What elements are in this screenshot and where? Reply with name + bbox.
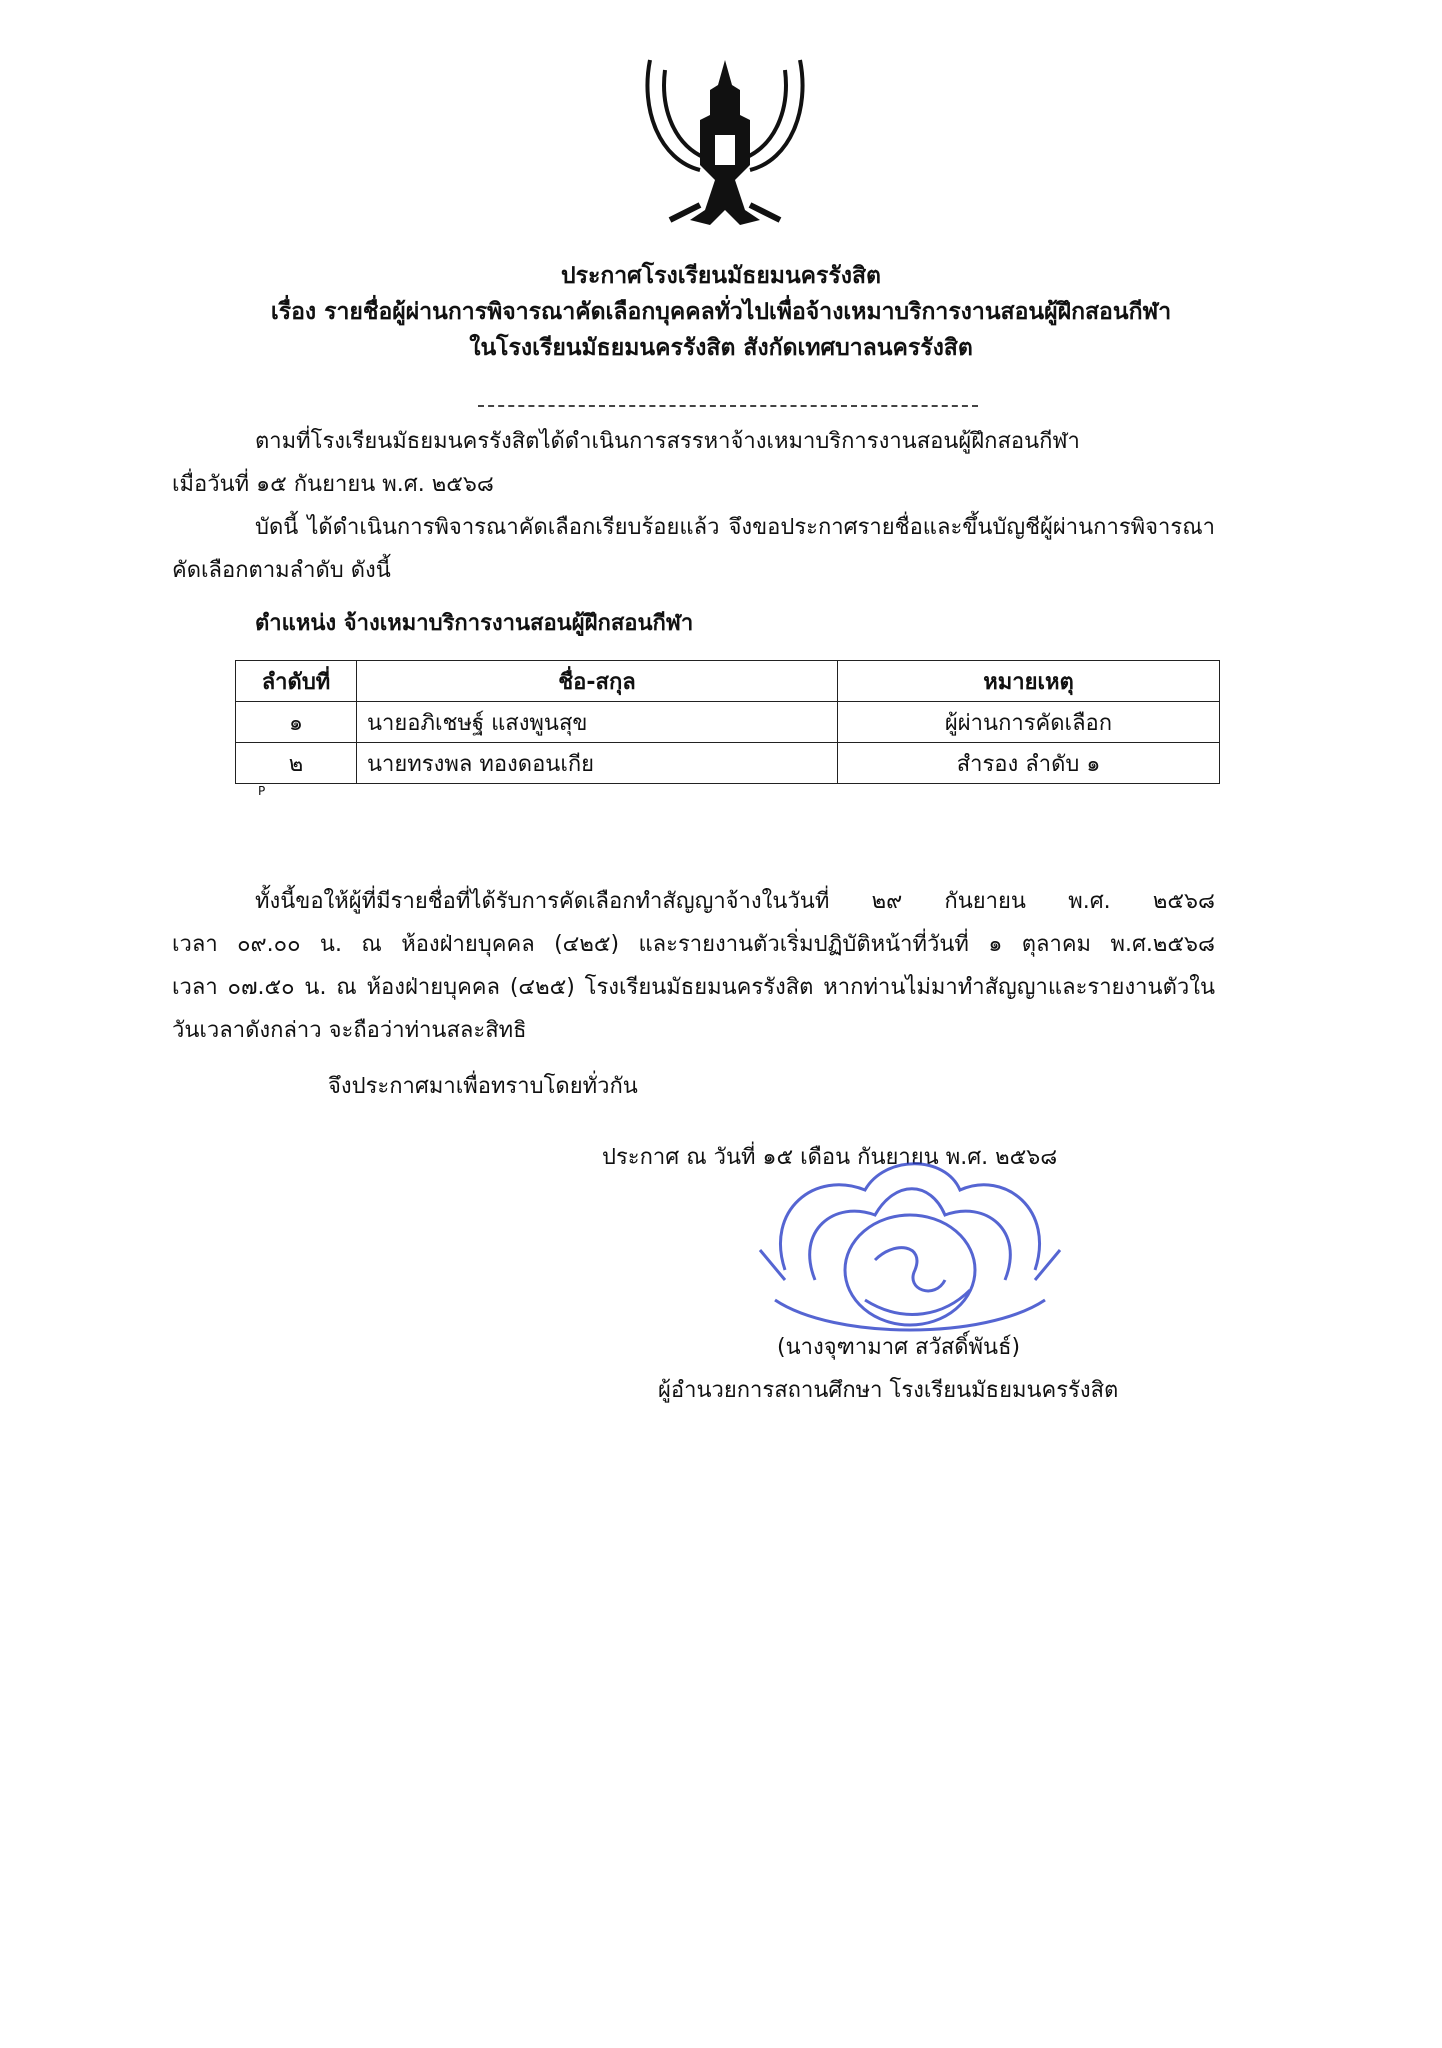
cell-order: ๑ — [236, 702, 357, 743]
cell-name: นายอภิเชษฐ์ แสงพูนสุข — [357, 702, 838, 743]
table-row — [236, 743, 1220, 784]
paragraph-1-line2: เมื่อวันที่ ๑๕ กันยายน พ.ศ. ๒๕๖๘ — [172, 472, 494, 497]
official-stamp-icon — [755, 1150, 1065, 1350]
paragraph-2-line2: คัดเลือกตามลำดับ ดังนี้ — [172, 558, 391, 583]
closing-line4: วันเวลาดังกล่าว จะถือว่าท่านสละสิทธิ — [172, 1018, 527, 1043]
closing-line3: เวลา ๐๗.๕๐ น. ณ ห้องฝ่ายบุคคล (๔๒๕) โรงเรียนมัธยมนครรังสิต หากท่านไม่มาทำสัญญาและรายงานตัวใน — [172, 975, 1215, 1000]
signer-title: ผู้อำนวยการสถานศึกษา โรงเรียนมัธยมนครรังสิต — [658, 1378, 1119, 1403]
announcement-title: ประกาศโรงเรียนมัธยมนครรังสิต — [561, 263, 881, 289]
cell-order: ๒ — [236, 743, 357, 784]
col-header-name: ชื่อ-สกุล — [357, 661, 838, 702]
closing-line1: ทั้งนี้ขอให้ผู้ที่มีรายชื่อที่ได้รับการคัดเลือกทำสัญญาจ้างในวันที่ ๒๙ กันยายน พ.ศ. ๒๕๖๘ — [255, 889, 1215, 914]
cell-name: นายทรงพล ทองดอนเกีย — [357, 743, 838, 784]
table-footnote-mark: P — [258, 784, 266, 798]
table-header-row — [236, 661, 1220, 702]
cell-remark: สำรอง ลำดับ ๑ — [838, 743, 1220, 784]
col-header-order: ลำดับที่ — [236, 661, 357, 702]
col-header-remark: หมายเหตุ — [838, 661, 1220, 702]
closing-line2: เวลา ๐๙.๐๐ น. ณ ห้องฝ่ายบุคคล (๔๒๕) และรายงานตัวเริ่มปฏิบัติหน้าที่วันที่ ๑ ตุลาคม พ.ศ.๒๕๖๘ — [172, 932, 1215, 957]
announce-statement: จึงประกาศมาเพื่อทราบโดยทั่วกัน — [328, 1074, 638, 1099]
paragraph-2-line1: บัดนี้ ได้ดำเนินการพิจารณาคัดเลือกเรียบร้อยแล้ว จึงขอประกาศรายชื่อและขึ้นบัญชีผู้ผ่านการพิจารณา — [255, 515, 1215, 540]
table-row — [236, 702, 1220, 743]
announcement-date: ประกาศ ณ วันที่ ๑๕ เดือน กันยายน พ.ศ. ๒๕๖๘ — [602, 1145, 1058, 1170]
cell-remark: ผู้ผ่านการคัดเลือก — [838, 702, 1220, 743]
title-divider — [478, 405, 978, 407]
signer-name: (นางจุฑามาศ สวัสดิ์พันธ์) — [777, 1335, 1021, 1360]
results-table — [235, 660, 1220, 784]
garuda-emblem-icon — [630, 40, 820, 240]
announcement-subject: เรื่อง รายชื่อผู้ผ่านการพิจารณาคัดเลือกบุคคลทั่วไปเพื่อจ้างเหมาบริการงานสอนผู้ฝึกสอนกีฬา — [270, 299, 1172, 325]
announcement-subject-line2: ในโรงเรียนมัธยมนครรังสิต สังกัดเทศบาลนครรังสิต — [469, 335, 973, 361]
position-heading: ตำแหน่ง จ้างเหมาบริการงานสอนผู้ฝึกสอนกีฬา — [255, 611, 694, 636]
paragraph-1-line1: ตามที่โรงเรียนมัธยมนครรังสิตได้ดำเนินการสรรหาจ้างเหมาบริการงานสอนผู้ฝึกสอนกีฬา — [255, 429, 1080, 454]
